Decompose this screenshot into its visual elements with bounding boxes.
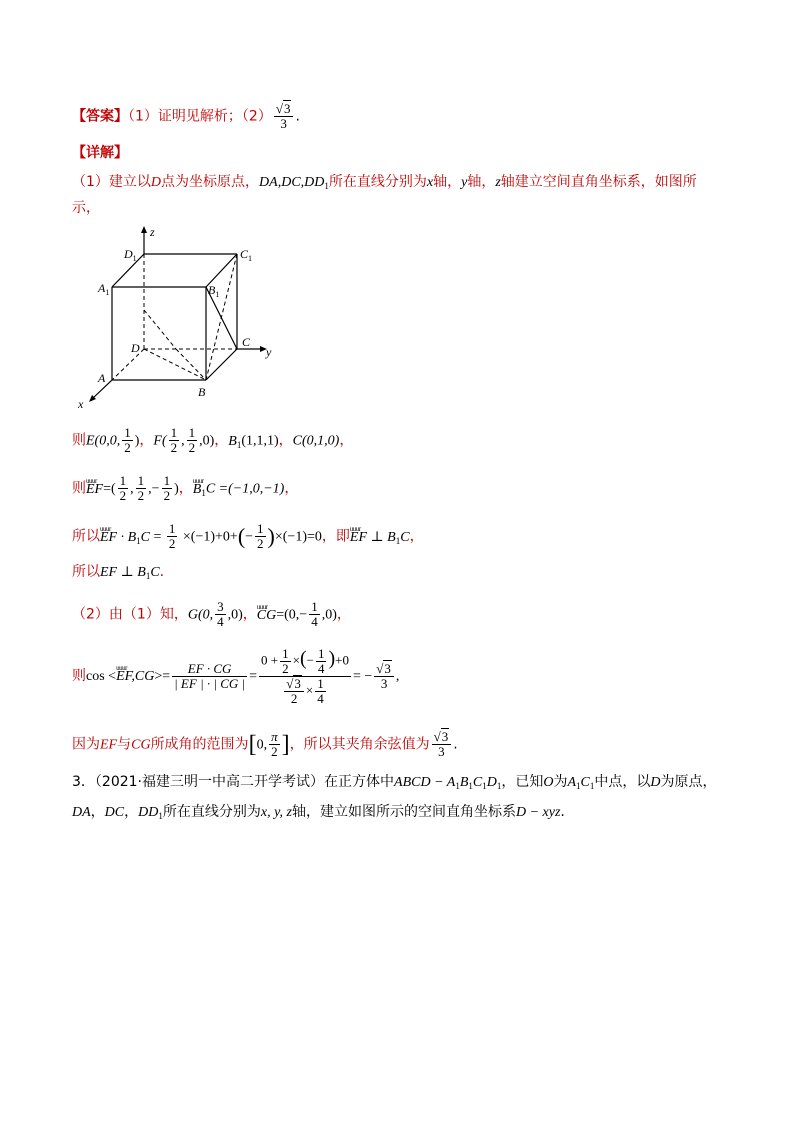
label-B1: $B_1$	[208, 283, 220, 299]
answer-part2-label: （2）	[241, 108, 272, 125]
answer-part1-label: （1）	[128, 108, 158, 125]
cosine-line: 则cos <uuur EF,CG>= $\frac{EF \cdot CG}{| EF | \cdot | CG |}$ = 0 + $\frac{1}{2}$ ×(− $\frac{1}{4}$ )+0 $\frac{√3}{2}$ × $\frac{1}{4}$ = − $\frac{√3}{3}$ ,	[72, 646, 399, 707]
dot-product-line: 所以uuur EF · $B_1C$ = $\frac{1}{2}$ ×(−1)+0+(− $\frac{1}{2}$ )×(−1)=0，即uuur EF ⊥ $B_1C$，	[72, 522, 424, 551]
detail-tag: 【详解】	[72, 145, 128, 161]
answer-fraction: $\frac{√3}{3}$	[274, 102, 294, 131]
label-D: D	[131, 341, 140, 355]
cube-figure	[72, 222, 292, 412]
label-D1: $D_1$	[124, 247, 137, 263]
vectors-line: 则uuur EF=( $\frac{1}{2}$ , $\frac{1}{2}$ ,− $\frac{1}{2}$ )，uuur $B_1C =(-1,0,-1)$，	[72, 474, 298, 503]
conclusion-line: 所以EF ⊥ $B_1C$.	[72, 564, 165, 581]
label-A1: $A_1$	[98, 281, 110, 297]
label-C: C	[242, 335, 251, 349]
label-z: z	[150, 225, 155, 239]
label-C1: $C_1$	[240, 247, 253, 263]
answer-end: .	[295, 108, 300, 125]
part2-line: （2）由（1）知，G(0, $\frac{3}{4}$ ,0)，uuur CG=(0,− $\frac{1}{4}$ ,0)，	[72, 600, 351, 629]
answer-tag: 【答案】	[72, 108, 128, 125]
final-line: 因为EF与CG所成角的范围为[0, $\frac{\pi}{2}$ ]，所以其夹角余弦值为 $\frac{√3}{3}$ .	[72, 729, 458, 759]
label-x: x	[78, 397, 84, 411]
answer-line	[72, 102, 300, 131]
answer-part1-text: 证明见解析；	[157, 108, 242, 125]
problem3-line2: DA，DC，$DD_1$所在直线分别为x, y, z轴，建立如图所示的空间直角坐标系D − xyz.	[72, 804, 565, 821]
part1-intro: （1）建立以D点为坐标原点，$DA,DC,DD_1$所在直线分别为x轴，y轴，z轴建立空间直角坐标系，如图所	[72, 174, 697, 191]
coords-line: 则E(0,0, $\frac{1}{2}$ )，F( $\frac{1}{2}$ , $\frac{1}{2}$ ,0)，$B_1(1,1,1)$，C(0,1,0)，	[72, 425, 354, 455]
label-B: B	[198, 385, 206, 399]
part1-intro-line2: 示，	[72, 200, 100, 216]
label-y: y	[266, 345, 272, 359]
problem3-line1: 3．（2021·福建三明一中高二开学考试）在正方体中ABCD − $A_1B_1C_1D_1$，已知O为$A_1C_1$中点，以D为原点，	[72, 774, 717, 791]
label-A: A	[98, 371, 106, 385]
